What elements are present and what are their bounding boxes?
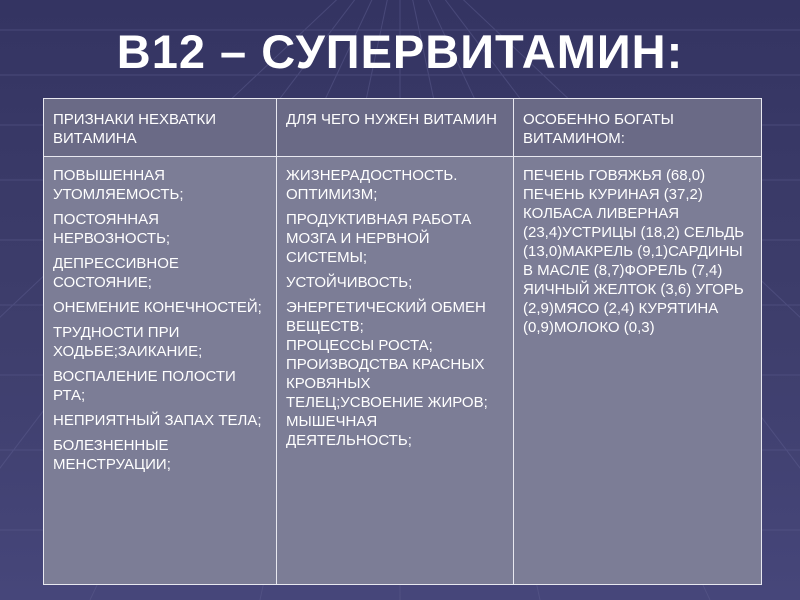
list-item: ПОВЫШЕННАЯ УТОМЛЯЕМОСТЬ; bbox=[53, 167, 184, 203]
list-item: УСТОЙЧИВОСТЬ; bbox=[286, 274, 413, 291]
list-item: ТРУДНОСТИ ПРИ ХОДЬБЕ;ЗАИКАНИЕ; bbox=[53, 324, 203, 360]
list-item: БОЛЕЗНЕННЫЕ МЕНСТРУАЦИИ; bbox=[53, 437, 171, 473]
list-item: ДЕПРЕССИВНОЕ СОСТОЯНИЕ; bbox=[53, 255, 179, 291]
vitamin-table bbox=[43, 98, 762, 585]
list-item: ПОСТОЯННАЯ НЕРВОЗНОСТЬ; bbox=[53, 211, 171, 247]
rich-sources-cell: ПЕЧЕНЬ ГОВЯЖЬЯ (68,0) ПЕЧЕНЬ КУРИНАЯ (37,2) КОЛБАСА ЛИВЕРНАЯ (23,4)УСТРИЦЫ (18,2) СЕЛЬДЬ (13,0)МАКРЕЛЬ (9,1)САРДИНЫ В МАСЛЕ (8,7)ФОРЕЛЬ (7,4) ЯИЧНЫЙ ЖЕЛТОК (3,6) УГОРЬ (2,9)МЯСО (2,4) КУРЯТИНА (0,9)МОЛОКО (0,3) bbox=[514, 157, 762, 585]
list-item: ВОСПАЛЕНИЕ ПОЛОСТИ РТА; bbox=[53, 368, 236, 404]
slide-title: В12 – СУПЕРВИТАМИН: bbox=[116, 25, 684, 78]
list-item: ОНЕМЕНИЕ КОНЕЧНОСТЕЙ; bbox=[53, 299, 262, 316]
list-item: НЕПРИЯТНЫЙ ЗАПАХ ТЕЛА; bbox=[53, 412, 262, 429]
deficiency-signs-cell bbox=[44, 157, 277, 585]
list-item: ПРОДУКТИВНАЯ РАБОТА МОЗГА И НЕРВНОЙ СИСТЕМЫ; bbox=[286, 211, 472, 266]
header-rich-sources: ОСОБЕННО БОГАТЫ ВИТАМИНОМ: bbox=[514, 99, 762, 157]
list-item: МЫШЕЧНАЯ ДЕЯТЕЛЬНОСТЬ; bbox=[286, 413, 412, 449]
table-row bbox=[44, 157, 762, 585]
list-item: ЖИЗНЕРАДОСТНОСТЬ. ОПТИМИЗМ; bbox=[286, 167, 458, 203]
header-deficiency-signs: ПРИЗНАКИ НЕХВАТКИ ВИТАМИНА bbox=[44, 99, 277, 157]
header-purpose: ДЛЯ ЧЕГО НУЖЕН ВИТАМИН bbox=[277, 99, 514, 157]
list-item: ПРОЦЕССЫ РОСТА; ПРОИЗВОДСТВА КРАСНЫХ КРОВЯНЫХ ТЕЛЕЦ;УСВОЕНИЕ ЖИРОВ; bbox=[286, 337, 488, 411]
list-item: ЭНЕРГЕТИЧЕСКИЙ ОБМЕН ВЕЩЕСТВ; bbox=[286, 299, 486, 335]
purpose-cell bbox=[277, 157, 514, 585]
table-header-row bbox=[44, 99, 762, 157]
